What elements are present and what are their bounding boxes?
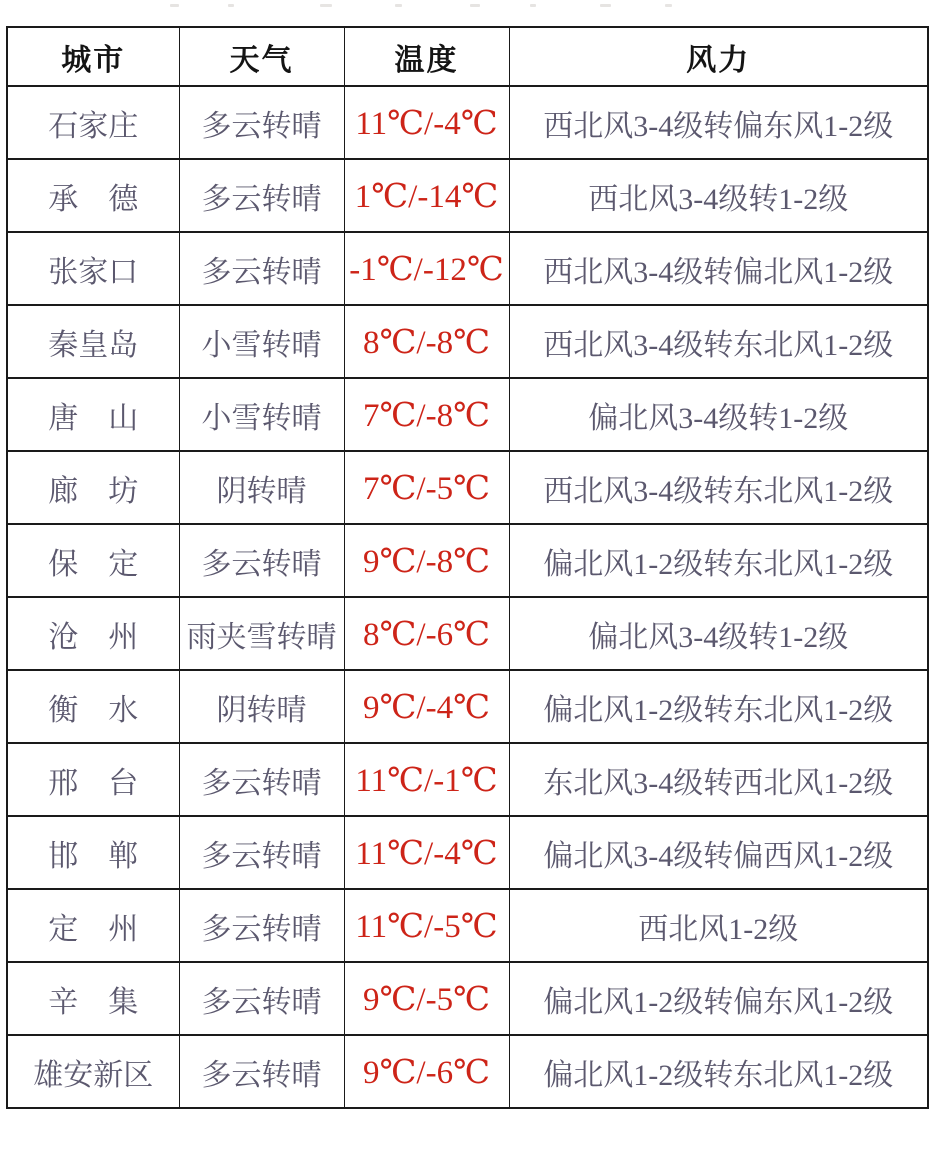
cell-city: 唐 山 (7, 378, 179, 451)
table-row (7, 670, 928, 743)
weather-forecast-table (6, 26, 929, 1109)
cell-wind: 偏北风3-4级转1-2级 (509, 378, 928, 451)
cell-wind: 偏北风3-4级转1-2级 (509, 597, 928, 670)
header-row (7, 27, 928, 86)
cell-city: 承 德 (7, 159, 179, 232)
cell-weather: 多云转晴 (179, 816, 344, 889)
cell-weather: 多云转晴 (179, 232, 344, 305)
cell-temp: 1℃/-14℃ (344, 159, 509, 232)
cell-wind: 西北风3-4级转东北风1-2级 (509, 305, 928, 378)
table-body (7, 86, 928, 1108)
cell-temp: 9℃/-6℃ (344, 1035, 509, 1108)
cell-temp: 7℃/-5℃ (344, 451, 509, 524)
cell-weather: 多云转晴 (179, 962, 344, 1035)
cell-weather: 小雪转晴 (179, 378, 344, 451)
cell-temp: 9℃/-8℃ (344, 524, 509, 597)
cell-wind: 西北风3-4级转偏北风1-2级 (509, 232, 928, 305)
cell-weather: 多云转晴 (179, 159, 344, 232)
cell-wind: 西北风1-2级 (509, 889, 928, 962)
cell-temp: 11℃/-1℃ (344, 743, 509, 816)
cell-wind: 西北风3-4级转1-2级 (509, 159, 928, 232)
cell-weather: 多云转晴 (179, 524, 344, 597)
cell-wind: 偏北风1-2级转东北风1-2级 (509, 670, 928, 743)
table-row (7, 816, 928, 889)
cell-weather: 雨夹雪转晴 (179, 597, 344, 670)
cell-city: 秦皇岛 (7, 305, 179, 378)
table-row (7, 232, 928, 305)
table-row (7, 159, 928, 232)
cell-city: 廊 坊 (7, 451, 179, 524)
cell-weather: 多云转晴 (179, 86, 344, 159)
cell-city: 定 州 (7, 889, 179, 962)
cell-weather: 小雪转晴 (179, 305, 344, 378)
cell-wind: 偏北风1-2级转东北风1-2级 (509, 524, 928, 597)
header-city: 城市 (7, 27, 179, 86)
cell-weather: 多云转晴 (179, 889, 344, 962)
table-row (7, 962, 928, 1035)
table-row (7, 378, 928, 451)
cell-city: 雄安新区 (7, 1035, 179, 1108)
cell-temp: 7℃/-8℃ (344, 378, 509, 451)
cell-city: 邯 郸 (7, 816, 179, 889)
cell-temp: 9℃/-4℃ (344, 670, 509, 743)
cell-temp: 11℃/-4℃ (344, 816, 509, 889)
table-row (7, 86, 928, 159)
cell-temp: 11℃/-4℃ (344, 86, 509, 159)
table-row (7, 1035, 928, 1108)
cell-city: 衡 水 (7, 670, 179, 743)
table-row (7, 597, 928, 670)
header-weather: 天气 (179, 27, 344, 86)
cell-weather: 多云转晴 (179, 1035, 344, 1108)
cell-temp: 8℃/-8℃ (344, 305, 509, 378)
cell-city: 保 定 (7, 524, 179, 597)
cell-wind: 西北风3-4级转偏东风1-2级 (509, 86, 928, 159)
cell-wind: 偏北风3-4级转偏西风1-2级 (509, 816, 928, 889)
cell-temp: -1℃/-12℃ (344, 232, 509, 305)
header-temp: 温度 (344, 27, 509, 86)
header-wind: 风力 (509, 27, 928, 86)
cell-weather: 阴转晴 (179, 451, 344, 524)
cell-temp: 11℃/-5℃ (344, 889, 509, 962)
cell-city: 辛 集 (7, 962, 179, 1035)
cropped-title-remnant (170, 2, 690, 10)
table-row (7, 524, 928, 597)
cell-temp: 9℃/-5℃ (344, 962, 509, 1035)
cell-city: 石家庄 (7, 86, 179, 159)
cell-weather: 阴转晴 (179, 670, 344, 743)
cell-temp: 8℃/-6℃ (344, 597, 509, 670)
cell-wind: 偏北风1-2级转偏东风1-2级 (509, 962, 928, 1035)
cell-wind: 西北风3-4级转东北风1-2级 (509, 451, 928, 524)
table-row (7, 451, 928, 524)
cell-wind: 东北风3-4级转西北风1-2级 (509, 743, 928, 816)
cell-weather: 多云转晴 (179, 743, 344, 816)
table-row (7, 889, 928, 962)
cell-city: 沧 州 (7, 597, 179, 670)
cell-city: 张家口 (7, 232, 179, 305)
cell-city: 邢 台 (7, 743, 179, 816)
table-row (7, 305, 928, 378)
cell-wind: 偏北风1-2级转东北风1-2级 (509, 1035, 928, 1108)
table-row (7, 743, 928, 816)
